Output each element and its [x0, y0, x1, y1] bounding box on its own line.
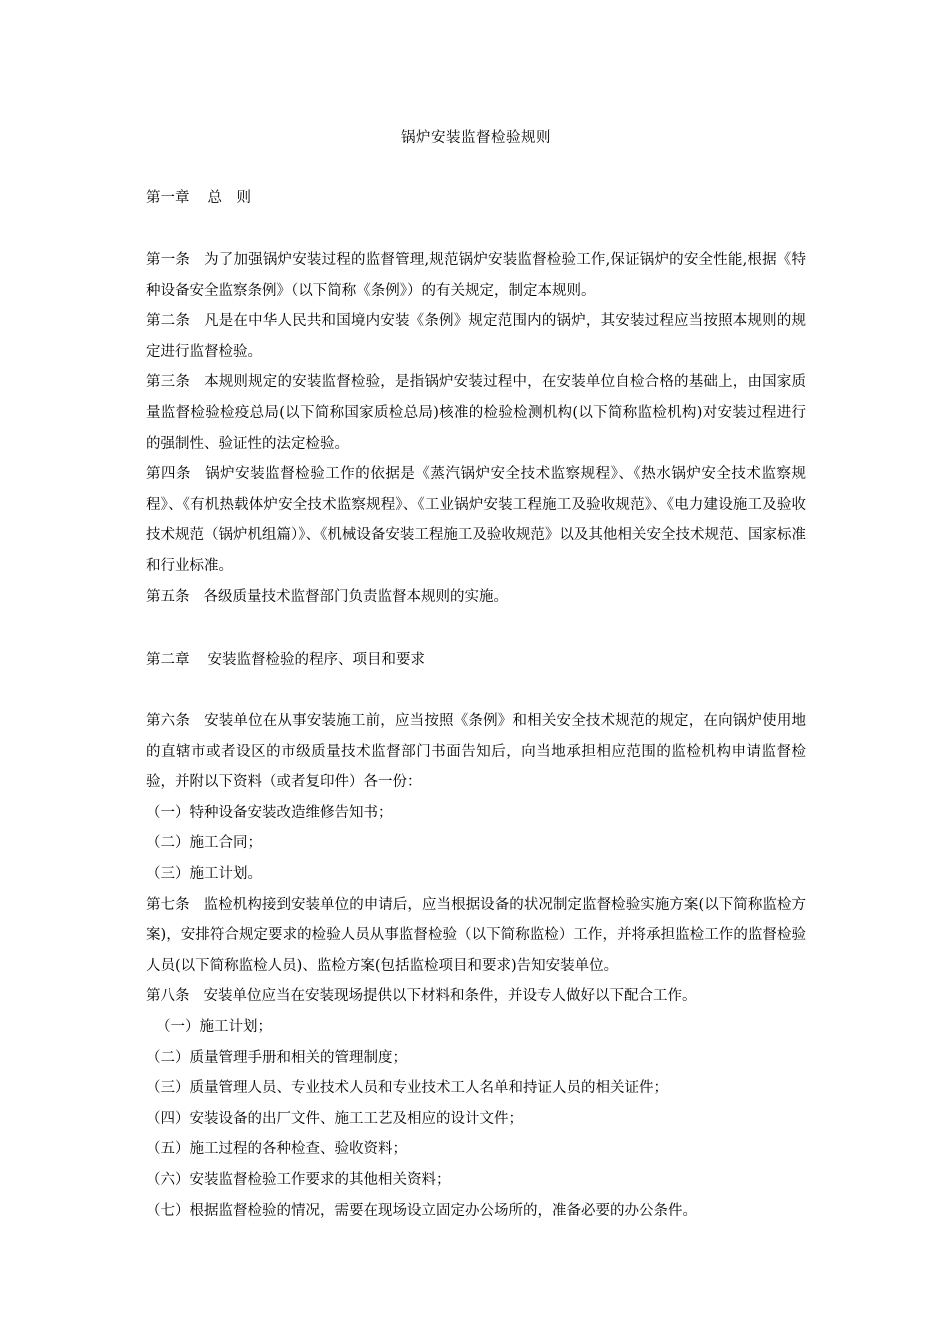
chapter-number: 第一章 [146, 190, 190, 206]
article-2 [146, 306, 806, 367]
document-title: 锅炉安装监督检验规则 [401, 130, 551, 146]
article-8 [146, 981, 806, 1012]
chapter-title: 安装监督检验的程序、项目和要求 [207, 652, 425, 668]
list-item: （七）根据监督检验的情况，需要在现场设立固定办公场所的，准备必要的办公条件。 [146, 1202, 697, 1219]
article-number: 第八条 [146, 988, 190, 1005]
article-number: 第一条 [146, 252, 191, 268]
list-item: （四）安装设备的出厂文件、施工工艺及相应的设计文件； [146, 1110, 523, 1127]
chapter-heading-1 [146, 184, 806, 212]
article-number: 第四条 [146, 466, 192, 483]
article-text: 凡是在中华人民共和国境内安装《条例》规定范围内的锅炉，其安装过程应当按照本规则的规定进行监督检验。 [146, 313, 807, 360]
article-number: 第二条 [146, 313, 191, 330]
list-item: （二）施工合同； [146, 835, 262, 852]
article-number: 第五条 [146, 588, 190, 605]
article-text: 本规则规定的安装监督检验，是指锅炉安装过程中，在安装单位自检合格的基础上，由国家质量监督检验检疫总局(以下简称国家质检总局)核准的检验检测机构(以下简称监检机构)对安装过程进行的强制性、验证性的法定检验。 [146, 374, 807, 452]
article-number: 第七条 [146, 896, 190, 913]
chapter-number: 第二章 [146, 652, 190, 668]
article-4 [146, 459, 806, 581]
article-text: 监检机构接到安装单位的申请后，应当根据设备的状况制定监督检验实施方案(以下简称监检方案)，安排符合规定要求的检验人员从事监督检验（以下简称监检）工作，并将承担监检工作的监督检验人员(以下简称监检人员)、监检方案(包括监检项目和要求)告知安装单位。 [146, 896, 807, 974]
article-text: 各级质量技术监督部门负责监督本规则的实施。 [203, 588, 508, 605]
chapter-heading-2 [146, 646, 806, 674]
chapter-title: 总 则 [207, 190, 251, 206]
list-item: （三）施工计划。 [146, 865, 262, 882]
list-item: （二）质量管理手册和相关的管理制度； [146, 1049, 407, 1066]
list-item: （一）施工计划； [156, 1018, 272, 1035]
list-item: （三）质量管理人员、专业技术人员和专业技术工人名单和持证人员的相关证件； [146, 1080, 668, 1097]
article-5 [146, 582, 806, 613]
chapter-2-articles [146, 706, 806, 1226]
list-item: （六）安装监督检验工作要求的其他相关资料； [146, 1171, 451, 1188]
article-text: 安装单位在从事安装施工前，应当按照《条例》和相关安全技术规范的规定，在向锅炉使用地的直辖市或者设区的市级质量技术监督部门书面告知后，向当地承担相应范围的监检机构申请监督检验，并附以下资料（或者复印件）各一份： [146, 713, 807, 791]
article-1 [146, 245, 806, 306]
chapter-1-articles [146, 245, 806, 612]
article-text: 为了加强锅炉安装过程的监督管理,规范锅炉安装监督检验工作,保证锅炉的安全性能,根据《特种设备安全监察条例》（以下简称《条例》）的有关规定，制定本规则。 [146, 252, 806, 299]
list-item: （一）特种设备安装改造维修告知书； [146, 804, 393, 821]
article-number: 第三条 [146, 374, 191, 391]
article-7 [146, 890, 806, 982]
article-text: 安装单位应当在安装现场提供以下材料和条件，并设专人做好以下配合工作。 [203, 988, 697, 1005]
article-6 [146, 706, 806, 798]
article-3 [146, 367, 806, 459]
list-item: （五）施工过程的各种检查、验收资料； [146, 1141, 407, 1158]
article-text: 锅炉安装监督检验工作的依据是《蒸汽锅炉安全技术监察规程》、《热水锅炉安全技术监察规程》、《有机热载体炉安全技术监察规程》、《工业锅炉安装工程施工及验收规范》、《电力建设施工及验收技术规范（锅炉机组篇）》、《机械设备安装工程施工及验收规范》以及其他相关安全技术规范、国家标准和行业标准。 [146, 466, 807, 574]
document-page [146, 0, 806, 1344]
article-number: 第六条 [146, 713, 191, 729]
